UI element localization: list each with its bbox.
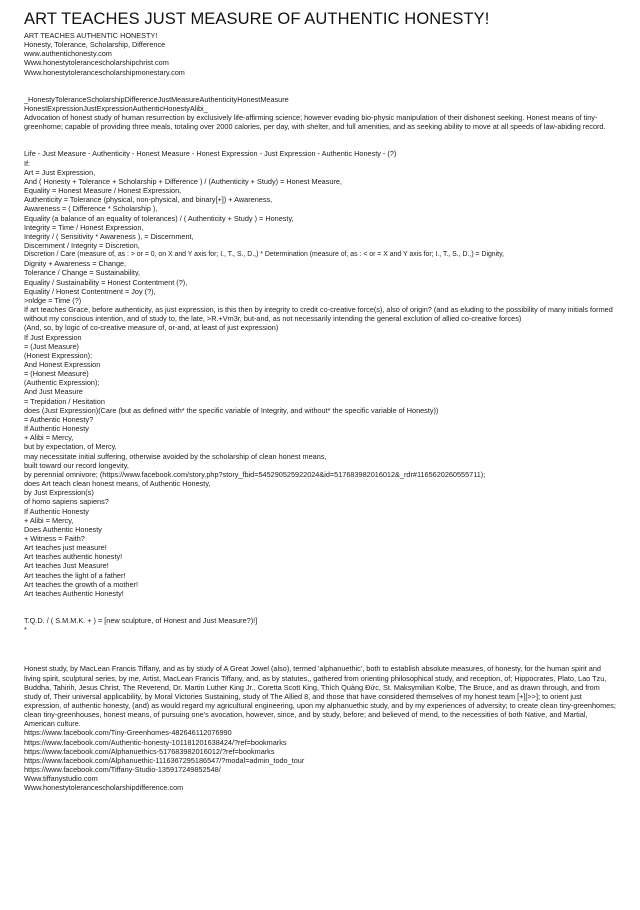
header-block	[24, 31, 616, 77]
logic-line: = Authentic Honesty?	[24, 414, 94, 424]
logic-line: Art teaches the growth of a mother!	[24, 579, 138, 589]
logic-line: + Witness = Faith?	[24, 533, 85, 543]
logic-line: does Art teach clean honest means, of Authentic Honesty,	[24, 479, 211, 489]
tqd-line: T.Q.D. / ( S.M.M.K. + ) = [new sculpture, of Honest and Just Measure?)!]	[24, 616, 258, 626]
facebook-link[interactable]: https://www.facebook.com/Authentic-honesty-101181201638424/?ref=bookmarks	[24, 737, 287, 747]
formula-line: Authenticity = Tolerance (physical, non-physical, and binary[+]) + Awareness,	[24, 195, 273, 205]
formula-line: Equality (a balance of an equality of tolerances) / ( Authenticity + Study ) = Honesty,	[24, 213, 294, 223]
logic-line: = (Just Measure)	[24, 341, 79, 351]
logic-line: And Honest Expression	[24, 360, 101, 369]
logic-line: may necessitate initial suffering, otherwise avoided by the scholarship of clean honest means,	[24, 451, 327, 461]
facebook-link[interactable]: https://www.facebook.com/Alphanuethics-517683982016012/?ref=bookmarks	[24, 746, 275, 756]
header-line: ART TEACHES AUTHENTIC HONESTY!	[24, 31, 158, 40]
header-line: Honesty, Tolerance, Scholarship, Difference	[24, 40, 166, 50]
page-title: ART TEACHES JUST MEASURE OF AUTHENTIC HONESTY!	[24, 10, 490, 28]
logic-line: but by expectation, of Mercy,	[24, 442, 117, 452]
formula-line: Integrity / ( Sensitivity * Awareness ), = Discernment,	[24, 231, 194, 241]
logic-block	[24, 323, 616, 598]
formula-line: If:	[24, 158, 31, 168]
logic-line: If Just Expression	[24, 332, 82, 342]
logic-line: = Trepidation / Hesitation	[24, 396, 105, 406]
logic-line: Art teaches authentic honesty!	[24, 552, 123, 562]
logic-line: does (Just Expression)(Care (but as defined with* the specific variable of Integrity, and without* the specific variable of Honesty))	[24, 405, 439, 415]
logic-line: Art teaches just measure!	[24, 543, 107, 553]
logic-line: Does Authentic Honesty	[24, 524, 102, 534]
logic-line: And Just Measure	[24, 387, 83, 397]
logic-line: (Authentic Expression);	[24, 378, 100, 388]
facebook-link[interactable]: https://www.facebook.com/Tiffany-Studio-135917249852548/	[24, 765, 221, 775]
formula-heading: Life - Just Measure - Authenticity - Honest Measure - Honest Expression - Just Expression - Authentic Honesty - (?)	[24, 149, 397, 159]
formula-line: Equality / Sustainability = Honest Contentment (?),	[24, 277, 188, 287]
logic-line: Art teaches Authentic Honesty!	[24, 588, 124, 598]
website-link[interactable]: Www.tiffanystudio.com	[24, 774, 98, 784]
logic-line: = (Honest Measure)	[24, 369, 89, 379]
logic-line: If Authentic Honesty	[24, 506, 89, 516]
closing-paragraph: Honest study, by MacLean Francis Tiffany, and as by study of A Great Jowel (also), termed 'alphanuethic', both to establish absolute measures, of honesty, for the human spirit and living spirit, sculptural series, by me, Artist, MacLean Francis Tiffany, and, as by statutes,, gathered from orienting philosophical study, and reception, of; Hippocrates, Plato, Lao Tzu, Buddha, Tahirih, Jesus Christ, The Reverend, Dr. Martin Luther King Jr., Coretta Scott King, Thích Quảng Đức, St. Maksymilian Kolbe, The Bruce, and as drawn through, and from study of, Their universal applicability, by Moral Victories Sustaining, study of The Allied 8, and those that have considered themselves of my honest team [+][>>]; to orient just expression, of authentic honesty, (and) as would regard my agricultural engineering, upon my alphanuethic study, and by my experiences of adversity; to create clean tiny-greenhomes; clean tiny-greenhouses, honest means, of pursuing one's avocation, however, since, and by study, before; and believed of mend, to the necessities of both Native, and Martial, American culture.	[24, 664, 616, 729]
formula-line: Art = Just Expression,	[24, 167, 96, 177]
logic-line: built toward our record longevity,	[24, 460, 129, 470]
hashtag-line: _HonestyToleranceScholarshipDifferenceJustMeasureAuthenticityHonestMeasure	[24, 94, 289, 104]
formula-line: Integrity = Time / Honest Expression,	[24, 222, 144, 232]
website-link[interactable]: Www.honestytolerancescholarshipdifference.com	[24, 783, 184, 793]
formula-line: Discernment / Integrity = Discretion,	[24, 240, 140, 250]
formula-block	[24, 149, 616, 323]
formula-line: And ( Honesty + Tolerance + Scholarship + Difference ) / (Authenticity + Study) = Honest Measure,	[24, 176, 342, 186]
formula-line: Discretion / Care (measure of, as : > or = 0, on X and Y axis for; I., T., S., D.,) * Determination (measure of, as : < or = X and Y axis for; I., T., S., D.,) = Dignity,	[24, 251, 504, 259]
grace-paragraph: If art teaches Grace, before authenticity, as just expression, is this then by integrity to credit co-creative force(s), also of origin? (and as eluding to the possibility of many initials formed without my conscious intention, and of study to, the late, >R.+Vm3r, but-and, as not necessarily intending the general exclution of allied co-creative forces)	[24, 305, 613, 324]
logic-line: (And, so, by logic of co-creative measure of, or-and, at least of just expression)	[24, 323, 279, 333]
tqd-mark: *	[24, 625, 27, 635]
logic-line: Art teaches the light of a father!	[24, 570, 126, 580]
logic-line: + Alibi = Mercy,	[24, 433, 74, 443]
hashtag-block	[24, 95, 616, 132]
logic-line: + Alibi = Mercy,	[24, 515, 74, 525]
advocation-paragraph: Advocation of honest study of human resurrection by exclusively life-affirming science; however evading bio-physic manipulation of their dishonest seeking. Honest means of tiny-greenhome; capable of providing three meals, totaling over 2000 calories, per day, with shelter, and full amenities, and as seeking ability to move at all speeds of law-abiding record.	[24, 113, 606, 132]
website-link[interactable]: www.authentichonesty.com	[24, 49, 112, 59]
hashtag-line: HonestExpressionJustExpressionAuthenticHonestyAlibi_	[24, 103, 208, 113]
website-link[interactable]: Www.honestytolerancescholarshipmonestary.com	[24, 67, 185, 77]
facebook-link[interactable]: https://www.facebook.com/Tiny-Greenhomes-482646112076990	[24, 728, 232, 738]
logic-line: Art teaches Just Measure!	[24, 561, 109, 571]
formula-line: Awareness = ( Difference * Scholarship ),	[24, 204, 158, 214]
facebook-link[interactable]: https://www.facebook.com/Alphanuethic-1116367295186547/?modal=admin_todo_tour	[24, 755, 305, 765]
logic-line: of homo sapiens sapiens?	[24, 497, 109, 507]
formula-line: Equality / Honest Contentment = Joy (?),	[24, 286, 156, 296]
logic-line: by Just Expression(s)	[24, 488, 94, 498]
logic-line: If Authentic Honesty	[24, 424, 89, 434]
logic-line: (Honest Expression);	[24, 350, 93, 360]
story-link-line[interactable]: by perennial omnivore; (https://www.facebook.com/story.php?story_fbid=545290525922024&id=517683982016012&_rdr#1165620260555711);	[24, 469, 486, 479]
formula-line: Dignity + Awareness = Change,	[24, 259, 127, 269]
closing-block	[24, 664, 616, 792]
website-link[interactable]: Www.honestytolerancescholarshipchrist.com	[24, 58, 169, 68]
formula-line: Tolerance / Change = Sustainability,	[24, 268, 141, 278]
tqd-block	[24, 616, 616, 634]
formula-line: Equality = Honest Measure / Honest Expression,	[24, 186, 182, 196]
formula-line: >nldge = Time (?)	[24, 295, 82, 305]
